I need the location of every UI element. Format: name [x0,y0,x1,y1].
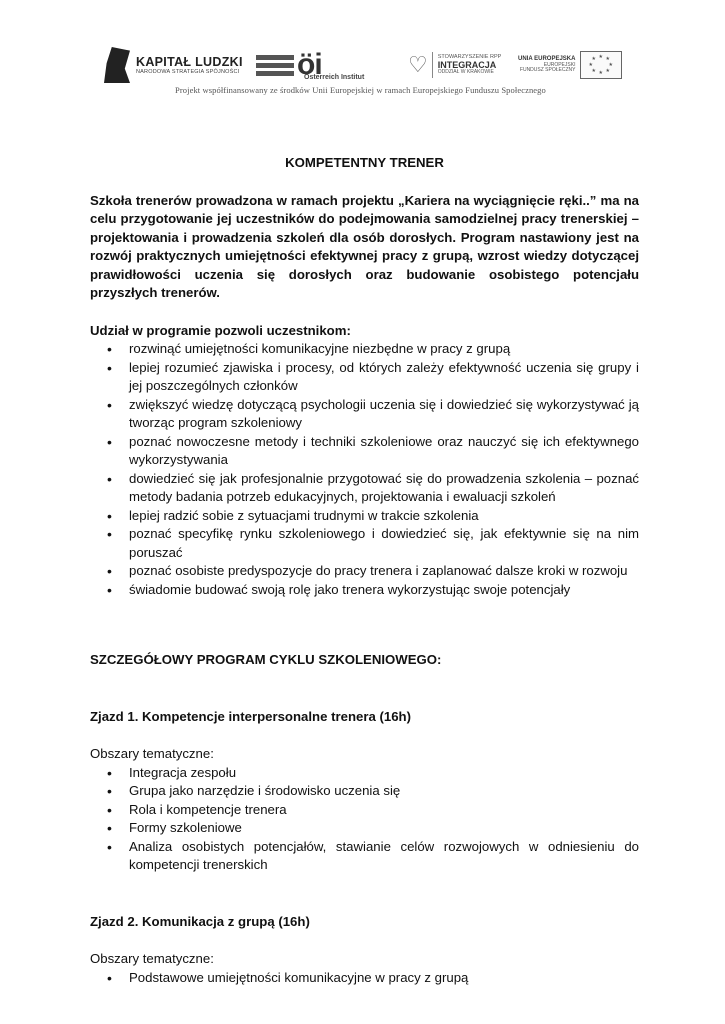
list-item: • świadomie budować swoją rolę jako trenera wykorzystując swoje potencjały [90,581,639,600]
list-item: • poznać osobiste predyspozycje do pracy trenera i zaplanować dalsze kroki w rozwoju [90,562,639,581]
document-body [90,154,639,987]
eu-logo [518,42,622,88]
zjazd2-title: Zjazd 2. Komunikacja z grupą (16h) [90,913,310,929]
list-item: • lepiej radzić sobie z sytuacjami trudnymi w trakcie szkolenia [90,507,639,526]
kapital-ludzki-emblem-icon [104,47,130,83]
list-item: • dowiedzieć się jak profesjonalnie przygotować się do prowadzenia szkolenia – poznać metody badania potrzeb edukacyjnych, projektowania i ewaluacji szkoleń [90,470,639,507]
zjazd1-areas-label: Obszary tematyczne: [90,746,214,761]
list-item: • Grupa jako narzędzie i środowisko uczenia się [90,782,639,801]
zjazd1-title: Zjazd 1. Kompetencje interpersonalne trenera (16h) [90,708,411,724]
eu-line1: UNIA EUROPEJSKA [518,55,576,62]
kapital-ludzki-sub: NARODOWA STRATEGIA SPÓJNOŚCI [136,69,240,75]
list-item: • rozwinąć umiejętności komunikacyjne niezbędne w pracy z grupą [90,340,639,359]
goals-list [90,340,639,599]
kapital-ludzki-logo [104,42,243,88]
integracja-line2: INTEGRACJA [437,59,497,70]
list-item: • Integracja zespołu [90,764,639,783]
list-item: • poznać specyfikę rynku szkoleniowego i dowiedzieć się, jak efektywnie się na nim poruszać [90,525,639,562]
zjazd2-areas-label: Obszary tematyczne: [90,951,214,966]
kapital-ludzki-name: KAPITAŁ LUDZKI [136,55,243,69]
list-item: • Podstawowe umiejętności komunikacyjne w pracy z grupą [90,969,639,988]
page-title: KOMPETENTNY TRENER [285,155,444,170]
list-item: • zwiększyć wiedzę dotyczącą psychologii uczenia się i dowiedzieć się wykorzystywać ją tworząc program szkoleniowy [90,396,639,433]
cofinancing-note: Projekt współfinansowany ze środków Unii Europejskiej w ramach Europejskiego Funduszu Społecznego [175,85,546,95]
zjazd1-list [90,764,639,875]
list-item: • Rola i kompetencje trenera [90,801,639,820]
intro-paragraph: Szkoła trenerów prowadzona w ramach projektu „Kariera na wyciągnięcie ręki..” ma na celu przygotowanie jej uczestników do podejmowania samodzielnej pracy trenerskiej – projektowania i prowadzenia szkoleń dla osób dorosłych. Program nastawiony jest na rozwój praktycznych umiejętności efektywnej pracy z grupą, wzrost wiedzy dotyczącej prawidłowości uczenia się dorosłych oraz budowanie osobistego potencjału przyszłych trenerów. [90,192,639,300]
zjazd2-list [90,969,639,988]
goals-lead: Udział w programie pozwoli uczestnikom: [90,322,351,338]
oi-name: Österreich Institut [304,74,365,81]
eu-flag-icon: ★ ★ ★ ★ ★ ★ ★ ★ [580,51,622,79]
oi-mark: öi [297,48,322,81]
integracja-line3: ODDZIAŁ W KRAKOWIE [437,68,494,75]
eu-line2: EUROPEJSKI [543,61,576,68]
eu-line3: FUNDUSZ SPOŁECZNY [519,67,576,74]
list-item: • Formy szkoleniowe [90,819,639,838]
list-item: • Analiza osobistych potencjałów, stawianie celów rozwojowych w odniesieniu do kompetencji trenerskich [90,838,639,875]
list-item: • poznać nowoczesne metody i techniki szkoleniowe oraz nauczyć się ich efektywnego wykorzystywania [90,433,639,470]
heart-icon: ♡ [408,52,428,77]
program-heading: SZCZEGÓŁOWY PROGRAM CYKLU SZKOLENIOWEGO: [90,652,442,667]
integracja-line1: STOWARZYSZENIE RPP [437,53,502,60]
oi-bars-icon [256,55,294,76]
list-item: • lepiej rozumieć zjawiska i procesy, od których zależy efektywność uczenia się grupy i jej poszczególnych członków [90,359,639,396]
integracja-logo [408,42,501,88]
osterreich-institut-logo [256,42,365,88]
